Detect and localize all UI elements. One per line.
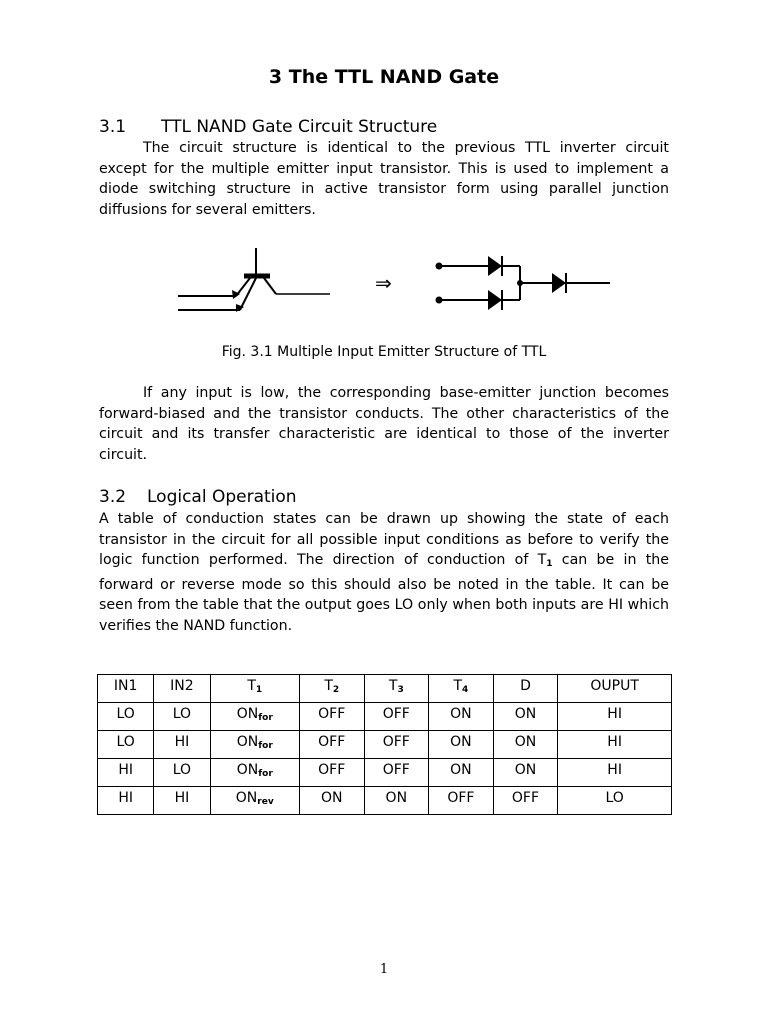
table-cell [558, 787, 672, 815]
table-cell [98, 675, 154, 703]
cell-text: OUPUT [590, 678, 639, 694]
table-cell [154, 675, 210, 703]
table-cell [364, 675, 429, 703]
table-cell [364, 759, 429, 787]
cell-text: IN2 [170, 678, 194, 694]
cell-text: LO [116, 734, 135, 750]
cell-text: HI [607, 734, 622, 750]
table-cell [299, 675, 364, 703]
table-cell [154, 703, 210, 731]
table-cell [154, 759, 210, 787]
cell-text: LO [172, 762, 192, 778]
cell-subscript: for [258, 741, 273, 751]
cell-text: HI [118, 790, 133, 806]
table-cell [558, 759, 672, 787]
section-heading-3-2 [99, 487, 297, 507]
cell-text: HI [174, 734, 190, 750]
table-row [98, 703, 672, 731]
cell-text: OFF [318, 734, 346, 750]
cell-subscript: for [258, 713, 273, 723]
cell-text: ON [450, 762, 472, 778]
cell-text: ON [514, 706, 537, 722]
table-cell [299, 787, 364, 815]
table-cell [299, 731, 364, 759]
cell-text: OFF [382, 762, 410, 778]
table-cell [493, 675, 558, 703]
cell-text: OFF [382, 706, 410, 722]
section-heading-3-1 [99, 117, 437, 137]
cell-text: LO [605, 790, 624, 806]
table-row [98, 731, 672, 759]
cell-text: HI [174, 790, 190, 806]
cell-text: D [520, 678, 531, 694]
cell-subscript: 1 [255, 685, 263, 695]
paragraph-text: can be in the forward or reverse mode so this should also be noted in the table. It can be seen from the table that the output goes LO only when both inputs are HI which verifies the NAND function. [99, 552, 669, 634]
figure-multiple-emitter [170, 240, 620, 324]
diode-icon [552, 273, 566, 293]
cell-text: T [453, 678, 463, 694]
table-row [98, 759, 672, 787]
table-cell [364, 703, 429, 731]
paragraph-text: A table of conduction states can be drawn up showing the state of each transistor in the circuit for all possible input conditions as before to verify the logic function performed. The direction of conduction of T [99, 511, 669, 569]
cell-subscript: for [258, 769, 273, 779]
table-cell [493, 759, 558, 787]
table-cell [154, 731, 210, 759]
table-cell [493, 703, 558, 731]
table-cell [493, 731, 558, 759]
cell-text: T [247, 678, 256, 694]
figure-caption: Fig. 3.1 Multiple Input Emitter Structure of TTL [221, 344, 547, 360]
diode-icon [488, 256, 502, 276]
multi-emitter-transistor-symbol [178, 248, 330, 310]
table-cell [493, 787, 558, 815]
section-title: Logical Operation [147, 487, 297, 507]
table-row [98, 787, 672, 815]
cell-text: OFF [382, 734, 410, 750]
cell-subscript: rev [257, 797, 274, 807]
conduction-state-table [97, 674, 672, 815]
cell-text: HI [607, 706, 622, 722]
cell-text: ON [514, 734, 537, 750]
section-title: TTL NAND Gate Circuit Structure [161, 117, 438, 137]
cell-text: LO [116, 706, 135, 722]
implies-arrow-icon: ⇒ [375, 271, 392, 295]
table-cell [364, 787, 429, 815]
section-number: 3.1 [99, 117, 127, 137]
circuit-diagram [170, 240, 620, 320]
section-number: 3.2 [99, 487, 127, 507]
cell-text: ON [385, 790, 408, 806]
cell-subscript: 4 [462, 685, 469, 695]
table-header-row [98, 675, 672, 703]
input-node-icon [436, 297, 443, 304]
table-cell [154, 787, 210, 815]
table-cell [429, 703, 494, 731]
subscript: 1 [546, 559, 553, 570]
cell-text: ON [514, 762, 537, 778]
table-cell [429, 759, 494, 787]
page-number: 1 [379, 962, 389, 977]
table-cell [210, 731, 299, 759]
cell-text: ON [236, 706, 259, 722]
paragraph-logical-operation [99, 509, 669, 637]
junction-node-icon [517, 280, 523, 286]
table-cell [429, 675, 494, 703]
table-cell [98, 731, 154, 759]
table-cell [429, 731, 494, 759]
input-node-icon [436, 263, 443, 270]
table-cell [558, 731, 672, 759]
table-cell [98, 787, 154, 815]
cell-subscript: 2 [332, 685, 340, 695]
cell-text: OFF [511, 790, 540, 806]
cell-text: OFF [318, 762, 346, 778]
cell-text: ON [235, 790, 258, 806]
table-cell [558, 703, 672, 731]
cell-text: ON [320, 790, 343, 806]
cell-subscript: 3 [397, 685, 404, 695]
paragraph-circuit-structure: The circuit structure is identical to the previous TTL inverter circuit except for the multiple emitter input transistor. This is used to implement a diode switching structure in active transistor form using parallel junction diffusions for several emitters. [99, 140, 669, 218]
paragraph-input-low: If any input is low, the corresponding base-emitter junction becomes forward-biased and the transistor conducts. The other characteristics of the circuit and its transfer characteristic are identical to those of the inverter circuit. [99, 385, 669, 463]
table-cell [210, 675, 299, 703]
cell-text: T [388, 678, 398, 694]
table-cell [299, 703, 364, 731]
cell-text: IN1 [113, 678, 138, 694]
cell-text: HI [118, 762, 133, 778]
diode-icon [488, 290, 502, 310]
page-title: 3 The TTL NAND Gate [268, 66, 500, 88]
table-cell [429, 787, 494, 815]
cell-text: T [324, 678, 333, 694]
table-cell [299, 759, 364, 787]
diode-network [440, 256, 610, 310]
table-cell [210, 703, 299, 731]
cell-text: LO [172, 706, 192, 722]
table-cell [210, 787, 299, 815]
cell-text: OFF [318, 706, 346, 722]
table-cell [98, 759, 154, 787]
cell-text: HI [607, 762, 622, 778]
table-cell [98, 703, 154, 731]
cell-text: ON [236, 734, 259, 750]
cell-text: ON [450, 734, 472, 750]
cell-text: ON [450, 706, 472, 722]
table-cell [364, 731, 429, 759]
cell-text: OFF [447, 790, 475, 806]
cell-text: ON [236, 762, 259, 778]
table-cell [558, 675, 672, 703]
table-cell [210, 759, 299, 787]
